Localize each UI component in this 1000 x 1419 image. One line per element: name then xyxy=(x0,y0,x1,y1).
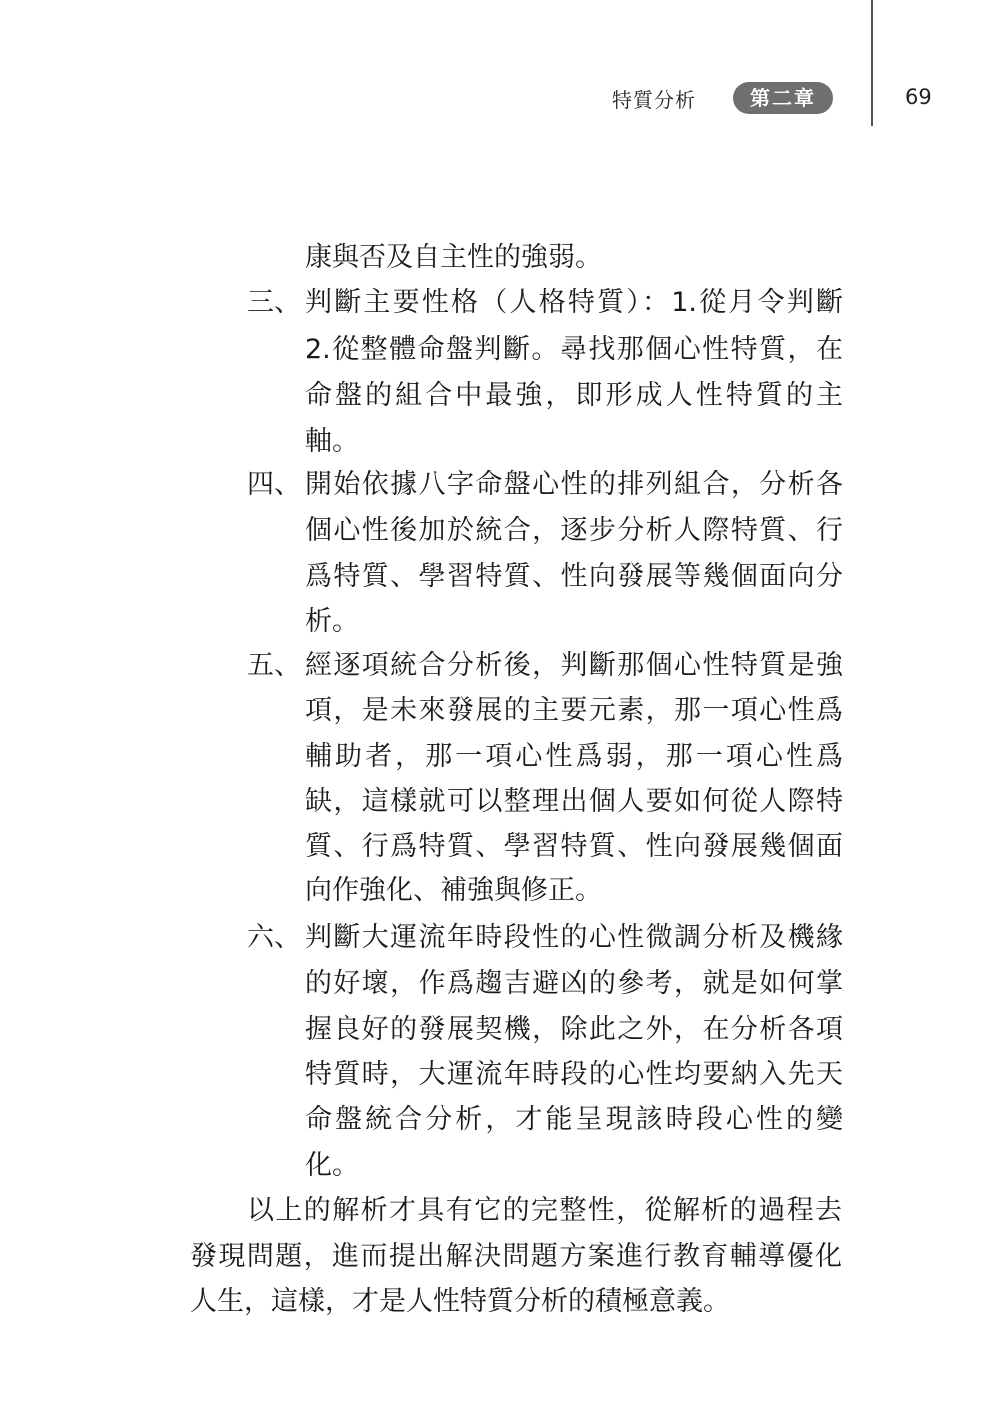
list-item-line: 爲特質、學習特質、性向發展等幾個面向分 xyxy=(305,561,843,592)
conclusion-line: 發現問題，進而提出解決問題方案進行教育輔導優化 xyxy=(190,1241,842,1272)
intro-line: 康與否及自主性的強弱。 xyxy=(305,242,602,273)
list-item-line: 經逐項統合分析後，判斷那個心性特質是強 xyxy=(305,650,843,681)
list-item-line: 的好壞，作爲趨吉避凶的參考，就是如何掌 xyxy=(305,968,843,999)
list-item-line: 判斷大運流年時段性的心性微調分析及機緣 xyxy=(305,922,843,953)
list-item-line: 質、行爲特質、學習特質、性向發展幾個面 xyxy=(305,831,843,862)
conclusion-line: 人生，這樣，才是人性特質分析的積極意義。 xyxy=(190,1286,730,1317)
list-item-number: 四、 xyxy=(247,469,301,500)
list-item-line: 命盤的組合中最強，即形成人性特質的主 xyxy=(305,380,843,411)
list-item-line: 化。 xyxy=(305,1150,359,1181)
list-item-line: 握良好的發展契機，除此之外，在分析各項 xyxy=(305,1014,843,1045)
list-item-number: 三、 xyxy=(247,287,301,318)
list-item-line: 特質時，大運流年時段的心性均要納入先天 xyxy=(305,1059,843,1090)
list-item-line: 缺，這樣就可以整理出個人要如何從人際特 xyxy=(305,786,843,817)
list-item-line: 命盤統合分析，才能呈現該時段心性的變 xyxy=(305,1104,843,1135)
header-divider xyxy=(871,0,873,126)
section-title: 特質分析 xyxy=(612,88,696,112)
list-item-line: 判斷主要性格（人格特質）：1.從月令判斷 xyxy=(305,287,843,318)
list-item-line: 向作強化、補強與修正。 xyxy=(305,875,602,906)
list-item-line: 2.從整體命盤判斷。尋找那個心性特質，在 xyxy=(305,334,843,365)
list-item-line: 軸。 xyxy=(305,426,359,457)
list-item-line: 個心性後加於統合，逐步分析人際特質、行 xyxy=(305,515,843,546)
list-item-number: 六、 xyxy=(247,922,301,953)
list-item-number: 五、 xyxy=(247,650,301,681)
list-item-line: 輔助者，那一項心性爲弱，那一項心性爲 xyxy=(305,741,843,772)
list-item-line: 開始依據八字命盤心性的排列組合，分析各 xyxy=(305,469,843,500)
conclusion-line: 以上的解析才具有它的完整性，從解析的過程去 xyxy=(247,1195,842,1226)
list-item-line: 析。 xyxy=(305,606,359,637)
chapter-badge: 第二章 xyxy=(733,82,833,114)
list-item-line: 項，是未來發展的主要元素，那一項心性爲 xyxy=(305,695,843,726)
page-number: 69 xyxy=(905,85,932,109)
